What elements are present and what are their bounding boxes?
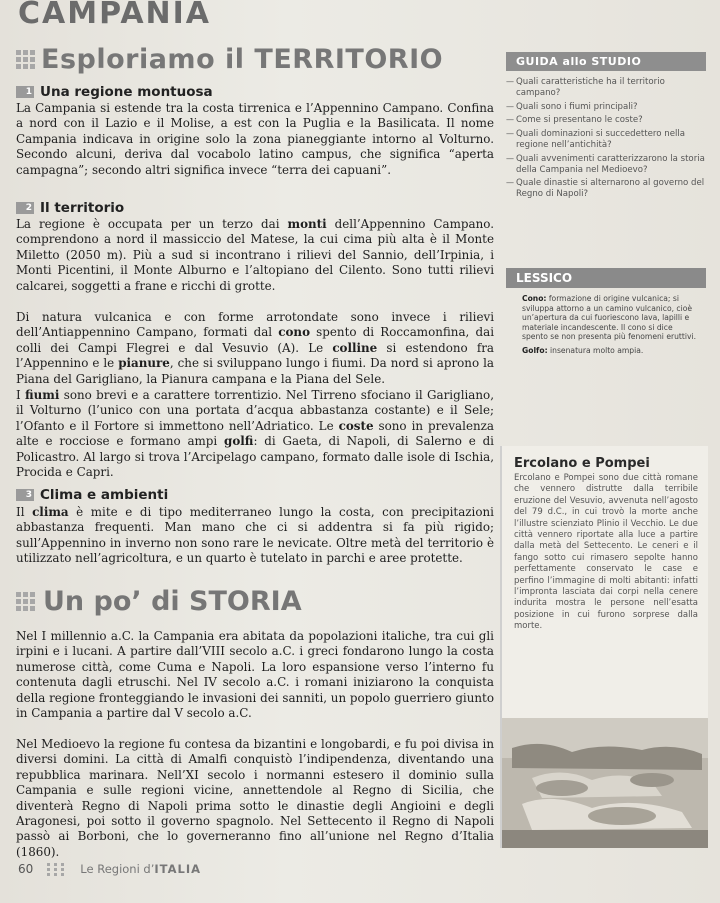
book-title-highlight: ITALIA bbox=[154, 862, 202, 876]
section-3-heading bbox=[16, 487, 168, 503]
guida-question: — Quali caratteristiche ha il territorio campano? bbox=[506, 77, 706, 99]
lessico-box bbox=[506, 268, 706, 360]
pompeii-casts-photo bbox=[502, 718, 708, 848]
storia-paragraph-2: Nel Medioevo la regione fu contesa da bizantini e longobardi, e fu poi divisa in diversi domini. La città di Amalfi conquistò l’indipendenza, diventando una repubblica marinara. Nell’XI secolo i normanni estesero il dominio sulla Campania e sulle regioni vicine, annettendole al Regno di Sicilia, che diventerà Regno di Napoli prima sotto le dinastie degli Angioini e degli Aragonesi, poi sotto il governo spagnolo. Nel Settecento il Regno di Napoli passò ai Borboni, che lo governeranno fino all’unione nel Regno d’Italia (1860). bbox=[16, 737, 494, 859]
territorio-header-label: Esploriamo il TERRITORIO bbox=[41, 44, 444, 75]
lessico-definition: formazione di origine vulcanica; si sviluppa attorno a un camino vulcanico, cioè un’apertura da cui fuoriescono lava, lapilli e materiale incandescente. Il cono si dice spento se non presenta più fenomeni eruttivi. bbox=[522, 294, 697, 342]
guida-question: — Quali sono i fiumi principali? bbox=[506, 102, 706, 113]
storia-paragraph-1: Nel I millennio a.C. la Campania era abitata da popolazioni italiche, tra cui gli irpini e i lucani. A partire dall’VIII secolo a.C. i greci fondarono lungo la costa numerose città, come Cuma e Napoli. La loro espansione verso l’interno fu contenuta dagli etruschi. Nel IV secolo a.C. i romani iniziarono la conquista della regione fronteggiando le invasioni dei sanniti, un popolo guerriero giunto in Campania a partire dal V secolo a.C. bbox=[16, 629, 494, 721]
section-number-badge: 3 bbox=[16, 489, 34, 501]
page-number: 60 bbox=[18, 862, 34, 876]
territorio-header bbox=[16, 44, 443, 75]
guida-title: GUIDA allo STUDIO bbox=[506, 52, 706, 71]
section-2-paragraph-1: La regione è occupata per un terzo dai monti dell’Appennino Campano. comprendono a nord il massiccio del Matese, la cui cima più alta è il Monte Miletto (2050 m). Più a sud si incontrano i rilievi del Sannio, dell’Irpinia, i Monti Picentini, il Monte Alburno e l’altopiano del Cilento. Sono tutti rilievi calcarei, soggetti a frane e ricchi di grotte. bbox=[16, 217, 494, 293]
guida-question: — Come si presentano le coste? bbox=[506, 115, 706, 126]
guida-question: — Quali avvenimenti caratterizzarono la storia della Campania nel Medioevo? bbox=[506, 154, 706, 176]
lessico-term: Golfo: bbox=[522, 345, 548, 355]
ercolano-pompei-box bbox=[500, 446, 708, 848]
book-title-prefix: Le Regioni d’ bbox=[80, 862, 155, 876]
grid-icon bbox=[16, 592, 35, 611]
page-footer bbox=[18, 862, 201, 876]
section-2-title: Il territorio bbox=[40, 200, 125, 216]
guida-question: — Quali dominazioni si succedettero nella regione nell’antichità? bbox=[506, 129, 706, 151]
section-2-paragraph-2: Di natura vulcanica e con forme arrotondate sono invece i rilievi dell’Antiappennino Campano, formati dal cono spento di Roccamonfina, dai colli dei Campi Flegrei e dal Vesuvio (A). Le colline si estendono fra l’Appennino e le pianure, che si sviluppano lungo i fiumi. Da nord si aprono la Piana del Garigliano, la Pianura campana e la Piana del Sele. bbox=[16, 310, 495, 386]
lessico-entry bbox=[522, 294, 700, 342]
box-text: Ercolano e Pompei sono due città romane che vennero distrutte dalla terribile eruzione del Vesuvio, avvenuta nell’agosto del 79 d.C., in cui trovò la morte anche l’illustre scienziato Plinio il Vecchio. Le due città vennero riportate alla luce a partire dalla metà del Settecento. Le ceneri e il fango sotto cui rimasero sepolte hanno perfettamente conservato le case e perfino l’immagine di molti abitanti: infatti l’impronta lasciata dai corpi nella cenere indurita mostra le persone nell’esatta posizione in cui furono sorprese dalla morte. bbox=[514, 473, 698, 632]
section-number-badge: 2 bbox=[16, 202, 34, 214]
book-title bbox=[80, 862, 201, 876]
chapter-title: CAMPANIA bbox=[18, 0, 212, 31]
grid-icon bbox=[16, 50, 35, 69]
guida-allo-studio bbox=[506, 52, 706, 203]
grid-icon bbox=[47, 863, 66, 876]
storia-header bbox=[16, 586, 302, 617]
section-2-paragraph-3: I fiumi sono brevi e a carattere torrentizio. Nel Tirreno sfociano il Garigliano, il Volturno (l’unico con una portata d’acqua abbastanza costante) e il Sele; l’Ofanto e il Fortore si immettono nell’Adriatico. Le coste sono in prevalenza alte e rocciose e formano ampi golfi: di Gaeta, di Napoli, di Salerno e di Policastro. Al largo si trova l’Arcipelago campano, formato dalle isole di Ischia, Procida e Capri. bbox=[16, 388, 495, 480]
guida-question: — Quale dinastie si alternarono al governo del Regno di Napoli? bbox=[506, 178, 706, 200]
storia-header-label: Un po’ di STORIA bbox=[43, 586, 302, 617]
section-1-text: La Campania si estende tra la costa tirrenica e l’Appennino Campano. Confina a nord con il Lazio e il Molise, a est con la Puglia e la Basilicata. Il nome Campania indicava in origine solo la zona pianeggiante intorno al Volturno. Secondo alcuni, deriva dal vocabolo latino campus, che significa “aperta campagna”; secondo altri significa invece “terra dei capuani”. bbox=[16, 101, 494, 177]
lessico-title: LESSICO bbox=[506, 268, 706, 288]
section-1-title: Una regione montuosa bbox=[40, 84, 213, 100]
section-1-heading bbox=[16, 84, 213, 100]
lessico-entry bbox=[522, 346, 700, 356]
section-3-title: Clima e ambienti bbox=[40, 487, 169, 503]
section-2-heading bbox=[16, 200, 124, 216]
section-number-badge: 1 bbox=[16, 86, 34, 98]
guida-questions bbox=[506, 77, 706, 200]
lessico-term: Cono: bbox=[522, 294, 547, 303]
box-title: Ercolano e Pompei bbox=[514, 456, 650, 471]
lessico-definition: insenatura molto ampia. bbox=[550, 345, 644, 355]
section-3-text: Il clima è mite e di tipo mediterraneo lungo la costa, con precipitazioni abbastanza frequenti. Man mano che ci si addentra si fa più rigido; sull’Appennino in inverno non sono rare le nevicate. Oltre metà del territorio è utilizzato nell’agricoltura, e un quarto è tutelato in parchi e aree protette. bbox=[16, 505, 494, 566]
